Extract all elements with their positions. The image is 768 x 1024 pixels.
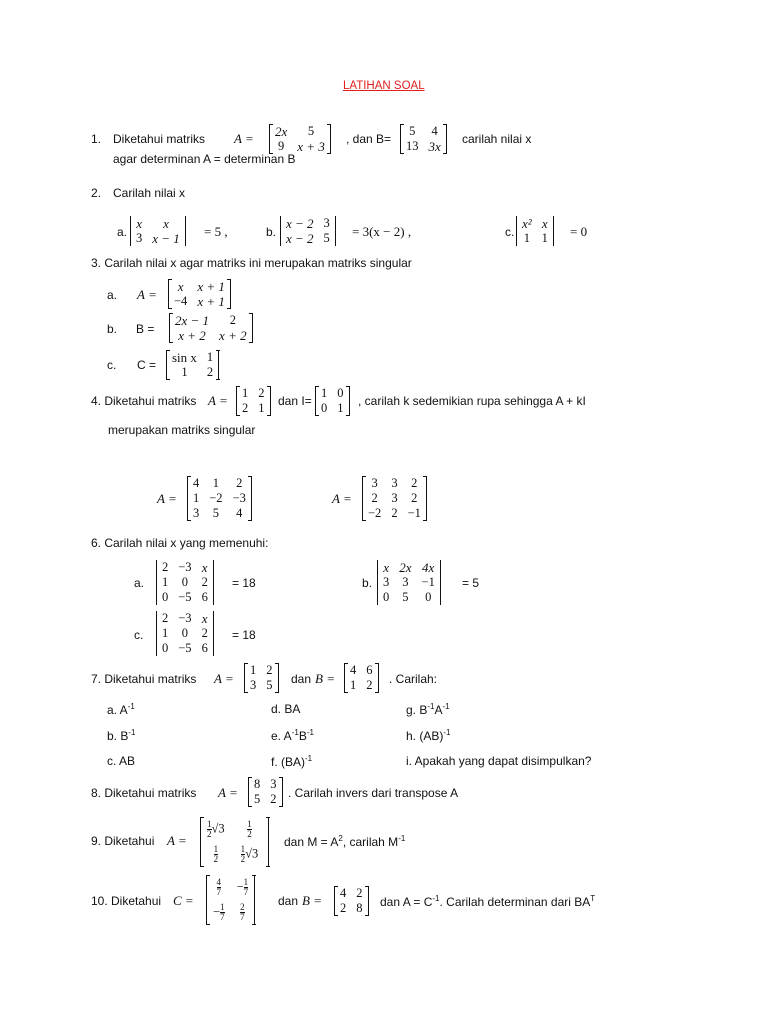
q10-b-label: B = (302, 893, 322, 908)
q7-item-b: b. $B^{-1}$ (107, 728, 136, 743)
q10-c-label: C = (173, 893, 194, 908)
q6a-rhs: = 18 (232, 576, 256, 590)
matrix-cell: −3 (178, 611, 192, 625)
q9-a-label: A = (167, 833, 187, 848)
matrix-cell: 2 (236, 476, 243, 490)
matrix-cell: 6 (201, 590, 208, 604)
q4-a-label: A = (208, 393, 228, 408)
matrix-cell: 2 (201, 626, 208, 640)
q5-a1-label: A = (157, 491, 177, 506)
q4-matrix-i: 1 0 0 1 (315, 386, 350, 416)
q10-text-3: dan $A = C^{-1}$. Carilah determinan dari $BA^T$ (380, 894, 596, 909)
q1-number: 1. (91, 132, 102, 146)
q6a-determinant (156, 560, 214, 605)
matrix-cell: 1 (162, 626, 169, 640)
q6a-label: a. (134, 576, 145, 590)
q5-matrix-2 (362, 476, 427, 521)
matrix-cell: 3 (371, 476, 378, 490)
q6b-determinant (377, 560, 441, 605)
matrix-cell: −5 (178, 590, 192, 604)
q9-text-2: dan $M = A^2$, carilah $M^{-1}$ (284, 834, 406, 849)
q1-text-2: , dan B= (346, 132, 392, 146)
matrix-cell: −5 (178, 641, 192, 655)
page-title: LATIHAN SOAL (343, 80, 425, 92)
matrix-cell: 2 (162, 611, 169, 625)
q2a-determinant: x x 3 x − 1 (130, 216, 186, 246)
q8-matrix-a: 8 3 5 2 (248, 777, 283, 807)
q6b-rhs: = 5 (462, 576, 480, 590)
q1-text: Diketahui matriks (113, 132, 206, 146)
matrix-cell: 0 (383, 590, 390, 604)
q7-item-c: c. AB (107, 754, 136, 768)
matrix-cell: x (201, 560, 208, 575)
q3b-name: B = (136, 322, 155, 336)
matrix-cell: 0 (162, 590, 169, 604)
q7-text: 7. Diketahui matriks (91, 672, 197, 686)
q3a-label: a. (107, 288, 118, 302)
matrix-cell: 0 (162, 641, 169, 655)
q1-matrix-b: 5 4 13 3x (400, 124, 447, 154)
q3c-label: c. (107, 358, 117, 372)
matrix-cell: 1 (212, 476, 220, 490)
q7-item-f: f. (BA)$^{-1}$ (271, 754, 313, 769)
matrix-cell: 0 (181, 575, 189, 589)
matrix-cell: 2 (411, 491, 418, 505)
q2c-determinant: x² x 1 1 (516, 216, 554, 246)
q4-text-3: , carilah k sedemikian rupa sehingga A + kI (358, 394, 586, 408)
matrix-cell: −3 (232, 491, 246, 505)
q6-text: 6. Carilah nilai x yang memenuhi: (91, 536, 269, 550)
matrix-cell: −2 (368, 506, 382, 520)
q2c-label: c. (505, 225, 515, 239)
q3a-matrix: x x + 1 −4 x + 1 (168, 279, 231, 309)
matrix-cell: x (201, 611, 208, 626)
q1-a-label: A = (234, 131, 254, 146)
q6c-rhs: = 18 (232, 628, 256, 642)
q4-matrix-a: 1 2 2 1 (236, 386, 271, 416)
q1-matrix-a: 2x 5 9 x + 3 (269, 124, 331, 154)
matrix-cell: 2x (399, 560, 412, 575)
q3c-name: C = (137, 358, 157, 372)
matrix-cell: 1 (193, 491, 200, 505)
matrix-cell: 2 (371, 491, 378, 505)
q9-matrix-a: $\frac{1}{2}$ √3 $\frac{1}{2}$ $\frac{1}{2}$ $\frac{1}{2}$ √3 (200, 817, 269, 867)
q2-number: 2. (91, 186, 102, 200)
q4-text-4: merupakan matriks singular (108, 423, 256, 437)
q1-text-3: carilah nilai x (462, 132, 532, 146)
q3b-matrix: 2x − 1 2 x + 2 x + 2 (169, 313, 253, 343)
matrix-cell: 0 (181, 626, 189, 640)
q2a-label: a. (117, 225, 128, 239)
q7-item-i: i. Apakah yang dapat disimpulkan? (406, 754, 592, 768)
matrix-cell: 2 (391, 506, 398, 520)
matrix-cell: 3 (193, 506, 200, 520)
matrix-cell: −1 (421, 575, 435, 589)
matrix-cell: −2 (209, 491, 223, 505)
q7-matrix-a: 1 2 3 5 (244, 663, 279, 693)
q2b-determinant: x − 2 3 x − 2 5 (280, 216, 336, 246)
q7-item-a: a. $A^{-1}$ (107, 702, 135, 717)
q7-item-e: e. $A^{-1}B^{-1}$ (271, 728, 314, 743)
matrix-cell: −1 (407, 506, 421, 520)
matrix-cell: 5 (212, 506, 220, 520)
matrix-cell: −3 (178, 560, 192, 574)
q1-text-4: agar determinan A = determinan B (113, 152, 296, 166)
q8-text: 8. Diketahui matriks (91, 786, 197, 800)
q9-text: 9. Diketahui (91, 834, 155, 848)
q5-matrix-1 (187, 476, 252, 521)
matrix-cell: x (383, 560, 390, 575)
q2-text: Carilah nilai x (113, 186, 186, 200)
q10-text: 10. Diketahui (91, 894, 162, 908)
q7-text-3: . Carilah: (389, 672, 438, 686)
q7-a-label: A = (214, 671, 234, 686)
q10-matrix-b: 4 2 2 8 (334, 886, 369, 916)
matrix-cell: 2 (411, 476, 418, 490)
matrix-cell: 4 (236, 506, 243, 520)
q5-a2-label: A = (332, 491, 352, 506)
matrix-cell: 4 (193, 476, 200, 490)
q7-b-label: B = (315, 671, 335, 686)
q3b-label: b. (107, 322, 118, 336)
matrix-cell: 6 (201, 641, 208, 655)
q10-text-2: dan (278, 894, 299, 908)
q7-item-h: h. (AB)$^{-1}$ (406, 728, 451, 743)
matrix-cell: 2 (162, 560, 169, 574)
matrix-cell: 1 (162, 575, 169, 589)
matrix-cell: 2 (201, 575, 208, 589)
matrix-cell: 5 (402, 590, 409, 604)
matrix-cell: 3 (402, 575, 409, 589)
q2c-rhs: = 0 (570, 224, 588, 239)
q3c-matrix: sin x 1 1 2 (166, 350, 219, 380)
q6c-label: c. (134, 628, 144, 642)
matrix-cell: 3 (391, 476, 398, 490)
q7-item-g: g. $B^{-1}A^{-1}$ (406, 702, 450, 717)
matrix-cell: 3 (391, 491, 398, 505)
q4-text-2: dan I= (278, 394, 312, 408)
matrix-cell: 3 (383, 575, 390, 589)
q8-a-label: A = (218, 785, 238, 800)
q7-item-d: d. BA (271, 702, 301, 716)
q6b-label: b. (362, 576, 373, 590)
q6c-determinant (156, 611, 214, 656)
matrix-cell: 4x (422, 560, 435, 575)
q8-text-2: . Carilah invers dari transpose A (288, 786, 459, 800)
q3a-name: A = (137, 287, 157, 302)
q10-matrix-c: $\frac{4}{7}$ − $\frac{1}{7}$ − $\frac{1}{7}$ $\frac{2}{7}$ (206, 875, 255, 925)
q2b-rhs: = 3(x − 2) , (352, 224, 412, 239)
q2a-rhs: = 5 , (204, 224, 228, 239)
q3-text: 3. Carilah nilai x agar matriks ini merupakan matriks singular (91, 256, 412, 270)
q2b-label: b. (266, 225, 277, 239)
q7-matrix-b: 4 6 1 2 (344, 663, 379, 693)
matrix-cell: 0 (425, 590, 432, 604)
q4-text: 4. Diketahui matriks (91, 394, 197, 408)
q7-text-2: dan (291, 672, 312, 686)
